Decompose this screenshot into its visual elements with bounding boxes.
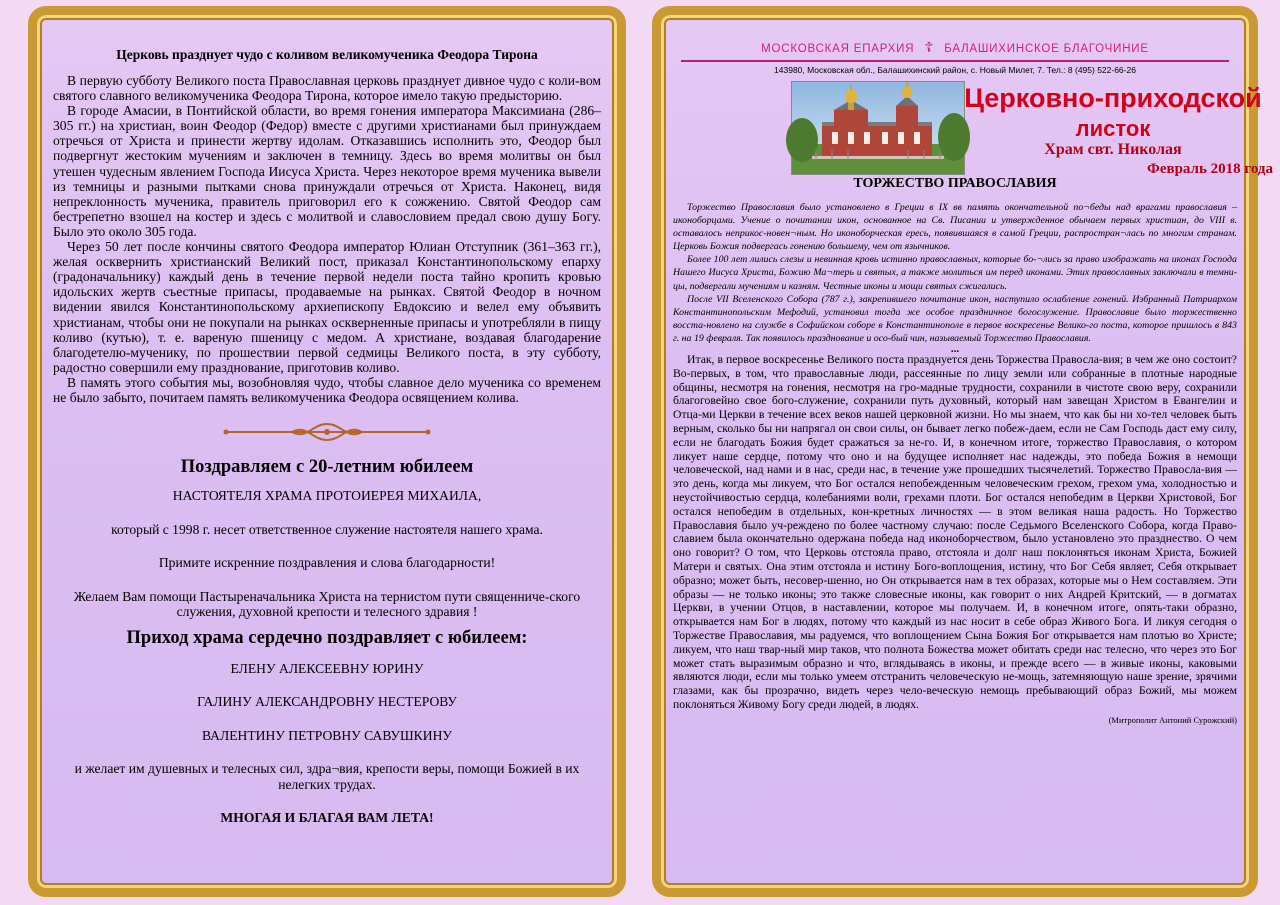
ornament-divider-icon [222, 421, 432, 443]
congrats-line: Желаем Вам помощи Пастыреначальника Христа на тернистом пути священниче-ского служения, духовной крепости и телесного здравия ! [73, 588, 581, 620]
congrats-heading: Поздравляем с 20-летним юбилеем [180, 457, 474, 478]
congrats-name: ЕЛЕНУ АЛЕКСЕЕВНУ ЮРИНУ [230, 660, 424, 676]
church-photo [791, 81, 965, 175]
eparchy-right: БАЛАШИХИНСКОЕ БЛАГОЧИНИЕ [944, 43, 1149, 55]
left-page [28, 6, 626, 897]
congrats-name: ВАЛЕНТИНУ ПЕТРОВНУ САВУШКИНУ [201, 727, 453, 743]
main-paragraph: Итак, в первое воскресенье Великого поста празднуется день Торжества Правосла-вия; в чем же оно состоит? Во-первых, в том, что православные люди, рассеянные по лицу земли или собранные в плотные народные общины, несмотря на гонения, несмотря на гро-мадные трудности, сохранили в чистоте свою веру, сохранили благоговейно свое бого-служение, сохранили путь духовный, который нам завещан Христом в Евангелии и Отца-ми Церкви в течение всех веков нашей церковной жизни. Но мы знаем, что как бы ни хо-тел человек быть верным, сколько бы ни напрягал он свои силы, он бывает легко побеж-даем, если не Сам Господь даст ему силу, если не благодать Божия будет сражаться за не-го. И, в конечном итоге, торжество Православия, о котором ликует наше сердце, потому что оно и на будущее исполняет нас надежды, это победа Божия в немощи человеческой, над нами и в нас, среди нас, в течение уже прошедших тысячелетий. Торжество Правосла-вия — это день, когда мы ликуем, что Бог остался непобежденным человеческим грехом, грехом ума, холодностью и неустойчивостью сердца, колебаниями воли, грехами плоти. Бог остался непобедим в Церкви Христовой, Бог остался непобедим в отдельных, кон-кретных личностях — в этом великая наша радость. Но Торжество Православия было уч-реждено по более частному случаю: после Седьмого Вселенского Собора, когда Право-славием была окончательно одержана победа над иконоборчеством, было установлено это празднество. О чем оно говорит? О том, что Церковь отстояла право, отстояла и долг наш поклоняться иконам Христа, Божией Матери и святых. Она этим отстояла и истину Бого-воплощения, истину, что Бог Себя являет, Себя открывает образно; может быть, несовер-шенно, но Он открывается нам в тех образах, которые мы о Нем составляем. Эти образы — не только иконы; это также словесные иконы, как говорит о них Андрей Критский, — в догматах Церкви, в учении Отцов, в наставлении, которое мы получаем. И, в конечном итоге, опять-таки образно, открывается нам Бог в людях, потому что каждый из нас носит в себе образ Живого Бога. И ликуя сегодня о Торжестве Православия, мы радуемся, что воплощением Сына Божия Бог открывается нам плотью во Христе; ликуем, что наш твар-ный мир таков, что полнота Божества может обитать среди нас телесно, что через это Бог может стать выразимым образно и что, вглядываясь в иконы, и прежде всего — в живые иконы, каковыми являются люди, если мы только умеем отстранить человеческую не-мощь, затемняющую наше зрение, зрячими глазами, как бы прозрачно, видеть через чело-веческую немощь пребывающий образ Божий, мы можем поклоняться Живому Богу среди людей, в людях. [673, 353, 1237, 711]
congrats-wish: и желает им душевных и телесных сил, здра¬вия, крепости веры, помощи Божией в их нелегких трудах. [74, 761, 580, 792]
paragraph: В память этого события мы, возобновляя чудо, чтобы славное дело мученика со временем не было забыто, почитаем память великомученика Феодора освящением колива. [53, 374, 601, 405]
issue-date: Февраль 2018 года [1146, 161, 1273, 177]
italic-paragraph: Торжество Православия было установлено в Греции в IX вв память окончательной по¬беды над врагами православия – иконоборцами. Учение о почитании икон, основанное на Св. Писании и утвержденное обычаем первых христиан, до VIII в. оставалось неприкос-новен¬ным. Но иконоборческая ересь, появившаяся в самой Греции, распростран¬лась по многим странам. Церковь Божия подвергась гонению большему, чем от язычников. [673, 202, 1237, 253]
masthead-subtitle: листок [1075, 116, 1151, 141]
italic-paragraph: Более 100 лет лились слезы и невинная кровь истинно православных, которые бо-¬лись за право изображать на иконах Господа Нашего Иисуса Христа, Божию Ма¬терь и святых, а также молиться им перед иконами. Этих православных заключали в темни-цы, подвергали мучениям и казням. Честные иконы и мощи святых сжигались. [673, 254, 1237, 292]
congrats-heading-2: Приход храма сердечно поздравляет с юбилеем: [126, 627, 528, 648]
congrats-closing: МНОГАЯ И БЛАГАЯ ВАМ ЛЕТА! [220, 810, 434, 826]
congrats-name: ГАЛИНУ АЛЕКСАНДРОВНУ НЕСТЕРОВУ [197, 694, 457, 710]
header-rule [681, 60, 1229, 62]
signature: (Митрополит Антоний Сурожский) [1108, 714, 1237, 725]
feodor-title: Церковь празднует чудо с коливом великомученика Феодора Тирона [116, 47, 538, 62]
paragraph: В первую субботу Великого поста Православная церковь празднует дивное чудо с коли-вом святого славного великомученика Феодора Тирона, которое имело такую предысторию. [53, 73, 601, 104]
address: 143980, Московская обл., Балашихинский район, с. Новый Милет, 7. Тел.: 8 (495) 522-66-26 [774, 65, 1136, 75]
separator: ... [950, 343, 960, 356]
paragraph: В городе Амасии, в Понтийской области, во время гонения императора Максимиана (286–305 гг.) на христиан, воин Феодор (Федор) вместе с другими христианами был принуждаем отречься от Христа и принести жертву идолам. Отказавшись исполнить это, Феодор был подвергнут жестоким мучениям и заключен в темницу. Здесь во время молитвы он был утешен чудесным явлением Господа Иисуса Христа. Через некоторое время мученика вывели из темницы и разными пытками снова принуждали отречься от Христа. Наконец, видя непреклонность мученика, правитель приговорил его к сожжению. Святой Феодор сам бестрепетно взошел на костер и здесь с молитвой и славословием предал свою душу Богу. Было это около 305 года. [53, 103, 601, 239]
temple-name: Храм свт. Николая [1044, 141, 1182, 158]
congratulations-block [53, 457, 601, 826]
congrats-line: который с 1998 г. несет ответственное служение настоятеля нашего храма. [111, 521, 543, 537]
italic-paragraph: После VII Вселенского Собора (787 г.), закрепившего почитание икон, наступило ослабление гонений. Избранный Патриархом Константинопольским Мефодий, установил тогда же особое праздничное богослужение. Православие было торжественно восста-новлено на службе в Софийском соборе в Константинополе в первое воскресенье Велико-го поста, которое пришлось в 843 г. на 19 февраля. Так появилось празднование и осо-бый чин, называемый Торжество Православия. [673, 293, 1237, 344]
masthead [673, 81, 1273, 191]
eparchy-left: МОСКОВСКАЯ ЕПАРХИЯ [761, 43, 915, 55]
paragraph: Через 50 лет после кончины святого Феодора император Юлиан Отступник (361–363 гг.), желая осквернить христианский Великий пост, приказал Константинопольскому епарху (градоначальнику) каждый день в течение первой недели поста тайно кропить кровью идольских жертв съестные припасы, продаваемые на рынках. Святой Феодор в ночном видении явился Константинопольскому архиепископу Евдоксию и велел ему объявить христианам, чтобы они не покупали на рынках оскверненные припасы и употребляли в пищу коливо (кутью), т. е. вареную пшеницу с медом. А христиане, воздавая благодарение благодетелю-мученику, по прошествии первой седмицы Великого поста, в эту субботу, радостно совершили ему празднование, приготовив коливо. [53, 239, 601, 375]
congrats-rector: НАСТОЯТЕЛЯ ХРАМА ПРОТОИЕРЕЯ МИХАИЛА, [172, 488, 482, 504]
italic-intro [673, 201, 1237, 345]
article-title: ТОРЖЕСТВО ПРАВОСЛАВИЯ [853, 176, 1057, 191]
eparchy-header [673, 39, 1237, 56]
orthodox-cross-icon: ☦ [924, 39, 935, 55]
masthead-title: Церковно-приходской [964, 83, 1262, 113]
congrats-line: Примите искренние поздравления и слова благодарности! [158, 555, 496, 571]
right-page [652, 6, 1273, 897]
